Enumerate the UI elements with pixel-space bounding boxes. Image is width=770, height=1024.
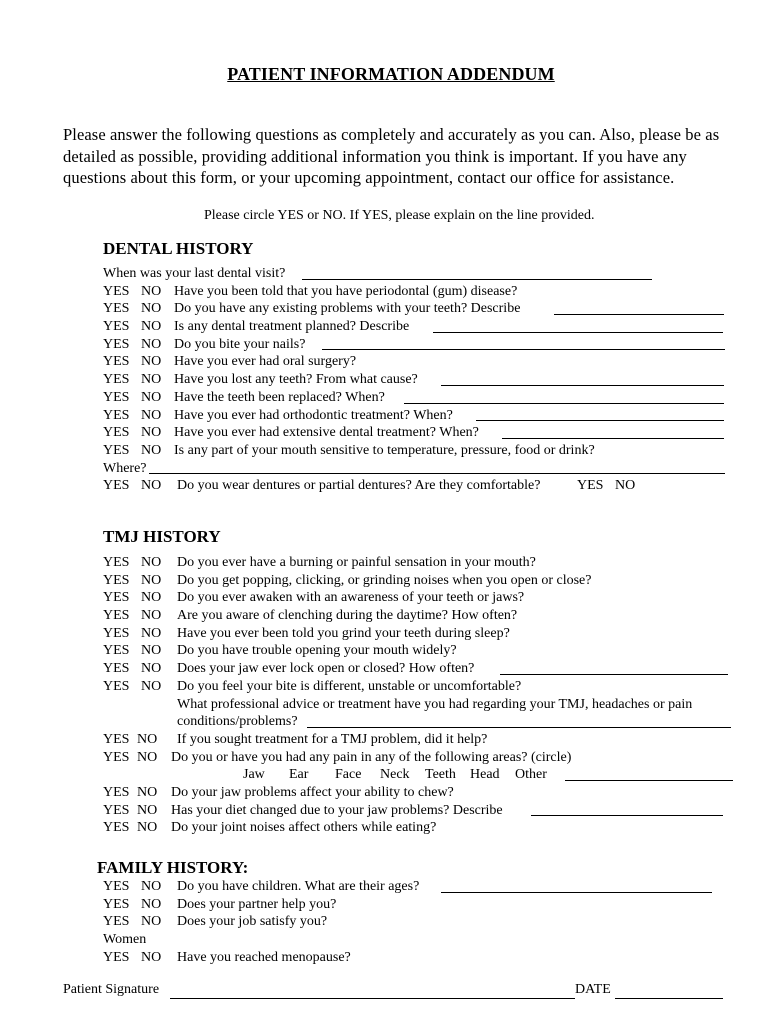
yes-option[interactable]: YES [103,749,130,765]
tmj-question-row [103,589,735,607]
dental-question-row [103,442,728,460]
tmj-question-row [103,819,735,837]
yes-option[interactable]: YES [103,949,130,965]
children-ages-line[interactable] [441,892,712,893]
tmj-question-row [103,784,735,802]
question-text: Do you get popping, clicking, or grinding noises when you open or close? [177,572,592,588]
question-text: Is any dental treatment planned? Describe [174,319,410,335]
yes-option[interactable]: YES [103,407,130,423]
no-option[interactable]: NO [141,301,162,317]
tmj-question-row [103,554,735,572]
dental-question-row [103,389,728,407]
dental-question-row [103,283,728,301]
advice-question-text: What professional advice or treatment have you had regarding your TMJ, headaches or pain [177,696,693,712]
no-option[interactable]: NO [141,914,162,930]
no-option[interactable]: NO [141,879,162,894]
yes-option[interactable]: YES [103,442,130,458]
dental-question-row [103,300,728,318]
family-history-questions [103,878,715,966]
no-option[interactable]: NO [141,372,162,388]
dental-question-row [103,407,728,425]
area-neck[interactable]: Neck [380,767,410,783]
yes-option[interactable]: YES [103,319,130,335]
no-option[interactable]: NO [137,802,158,818]
yes-option[interactable]: YES [103,784,130,800]
yes-option[interactable]: YES [103,643,130,659]
dental-question-row [103,371,728,389]
no-option[interactable]: NO [141,425,162,441]
yes-option[interactable]: YES [103,572,130,588]
advice-answer-line[interactable] [307,727,731,728]
dental-question-row [103,318,728,336]
no-option[interactable]: NO [141,608,162,624]
intro-paragraph [63,124,767,189]
other-area-line[interactable] [565,780,733,781]
no-option[interactable]: NO [137,820,158,836]
answer-line[interactable] [500,674,728,675]
no-option[interactable]: NO [141,678,162,694]
no-option[interactable]: NO [141,896,162,912]
last-visit-label: When was your last dental visit? [103,266,286,281]
tmj-question-row [103,607,735,625]
patient-signature-line[interactable] [170,982,575,999]
no-option[interactable]: NO [141,625,162,641]
yes-option[interactable]: YES [103,661,130,677]
area-teeth[interactable]: Teeth [425,767,456,783]
family-history-heading: FAMILY HISTORY: [97,858,249,877]
yes-option[interactable]: YES [103,590,130,606]
question-text: Is any part of your mouth sensitive to temperature, pressure, food or drink? [174,442,595,458]
last-visit-answer-line[interactable] [302,279,652,280]
yes-option[interactable]: YES [103,478,130,494]
yes-option[interactable]: YES [103,731,130,747]
no-option[interactable]: NO [137,731,158,747]
dental-question-row [103,424,728,442]
women-label-row [103,931,715,949]
where-answer-line[interactable] [149,473,725,474]
question-text: Does your jaw ever lock open or closed? How often? [177,661,475,677]
yes-option[interactable]: YES [103,283,130,299]
intro-line: detailed as possible, providing additional information you think is important. If you have any [63,146,687,166]
no-option[interactable]: NO [141,590,162,606]
answer-line[interactable] [433,332,723,333]
yes-option[interactable]: YES [103,301,130,317]
tmj-question-row [103,625,735,643]
no-option[interactable]: NO [141,555,162,570]
family-question-row [103,949,715,967]
question-text: Have you ever had oral surgery? [174,354,357,370]
no-option[interactable]: NO [141,643,162,659]
tmj-question-row [103,731,735,749]
answer-line[interactable] [441,385,724,386]
yes-option[interactable]: YES [103,802,130,818]
tmj-question-row [103,749,735,767]
no-option[interactable]: NO [141,407,162,423]
answer-line[interactable] [476,420,724,421]
no-option[interactable]: NO [141,572,162,588]
no-option[interactable]: NO [137,784,158,800]
women-label: Women [103,932,147,948]
question-text: If you sought treatment for a TMJ problem, did it help? [177,731,488,747]
no-option[interactable]: NO [141,389,162,405]
yes-option[interactable]: YES [103,372,130,388]
tmj-question-row [103,660,735,678]
yes-option[interactable]: YES [103,389,130,405]
tmj-question-row [103,802,735,820]
circle-instruction: Please circle YES or NO. If YES, please explain on the line provided. [204,208,595,223]
area-ear[interactable]: Ear [289,767,309,783]
tmj-advice-row [103,713,735,731]
family-question-row [103,913,715,931]
dentures-row [103,477,728,495]
last-visit-row [103,265,728,283]
dental-question-row [103,353,728,371]
question-text: Does your partner help you? [177,896,337,912]
advice-question-text: conditions/problems? [177,714,298,730]
yes-option[interactable]: YES [103,555,130,570]
comfortable-no-option[interactable]: NO [615,478,636,494]
answer-line[interactable] [404,403,724,404]
question-text: Do you have trouble opening your mouth widely? [177,643,457,659]
form-title: PATIENT INFORMATION ADDENDUM [227,64,555,84]
intro-line: questions about this form, or your upcoming appointment, contact our office for assistance. [63,168,675,187]
question-text: Do you or have you had any pain in any of the following areas? (circle) [171,749,572,765]
yes-option[interactable]: YES [103,608,130,624]
yes-option[interactable]: YES [103,820,130,836]
question-text: Do you wear dentures or partial dentures? Are they comfortable? [177,478,541,494]
signature-row [63,982,763,1002]
question-text: Are you aware of clenching during the daytime? How often? [177,608,518,624]
family-question-row [103,878,715,896]
question-text: Do you ever have a burning or painful sensation in your mouth? [177,555,536,570]
tmj-history-questions [103,554,735,837]
no-option[interactable]: NO [141,354,162,370]
dental-history-heading: DENTAL HISTORY [103,239,254,258]
no-option[interactable]: NO [141,319,162,335]
answer-line[interactable] [322,349,725,350]
no-option[interactable]: NO [141,949,162,965]
yes-option[interactable]: YES [103,336,130,352]
yes-option[interactable]: YES [103,625,130,641]
no-option[interactable]: NO [141,478,162,494]
dental-history-questions [103,265,728,495]
area-head[interactable]: Head [470,767,500,783]
yes-option[interactable]: YES [103,896,130,912]
question-text: Have the teeth been replaced? When? [174,389,385,405]
yes-option[interactable]: YES [103,879,130,894]
question-text: Have you lost any teeth? From what cause? [174,372,418,388]
where-row [103,460,728,478]
patient-signature-label: Patient Signature [63,982,160,997]
intro-line: Please answer the following questions as completely and accurately as you can. Also, please be as [63,125,720,144]
no-option[interactable]: NO [141,336,162,352]
no-option[interactable]: NO [141,442,162,458]
tmj-history-heading: TMJ HISTORY [103,527,221,546]
question-text: Do your jaw problems affect your ability to chew? [171,784,454,800]
no-option[interactable]: NO [141,661,162,677]
question-text: Have you been told that you have periodontal (gum) disease? [174,283,518,299]
question-text: Does your job satisfy you? [177,914,328,930]
dental-question-row [103,336,728,354]
answer-line[interactable] [554,314,724,315]
question-text: Have you ever been told you grind your teeth during sleep? [177,625,510,641]
question-text: Has your diet changed due to your jaw problems? Describe [171,802,503,818]
where-label: Where? [103,460,147,476]
question-text: Have you reached menopause? [177,949,351,965]
yes-option[interactable]: YES [103,354,130,370]
no-option[interactable]: NO [141,283,162,299]
pain-areas-row [103,766,735,784]
question-text: Do you ever awaken with an awareness of your teeth or jaws? [177,590,525,606]
date-line[interactable] [615,982,723,999]
family-question-row [103,896,715,914]
yes-option[interactable]: YES [103,425,130,441]
question-text: Do you feel your bite is different, unstable or uncomfortable? [177,678,522,694]
question-text: Do your joint noises affect others while eating? [171,820,437,836]
yes-option[interactable]: YES [103,678,130,694]
question-text: Have you ever had extensive dental treatment? When? [174,425,479,441]
question-text: Do you have any existing problems with your teeth? Describe [174,301,521,317]
answer-line[interactable] [531,815,723,816]
area-other[interactable]: Other [515,767,547,783]
no-option[interactable]: NO [137,749,158,765]
answer-line[interactable] [502,438,724,439]
question-text: Do you bite your nails? [174,336,306,352]
tmj-question-row [103,572,735,590]
tmj-question-row [103,678,735,696]
area-face[interactable]: Face [335,767,362,783]
question-text: Have you ever had orthodontic treatment? When? [174,407,453,423]
area-jaw[interactable]: Jaw [243,767,265,783]
comfortable-yes-option[interactable]: YES [577,478,604,494]
question-text: Do you have children. What are their ages? [177,879,420,894]
yes-option[interactable]: YES [103,914,130,930]
tmj-advice-row [103,696,735,714]
tmj-question-row [103,642,735,660]
date-label: DATE [575,982,611,997]
